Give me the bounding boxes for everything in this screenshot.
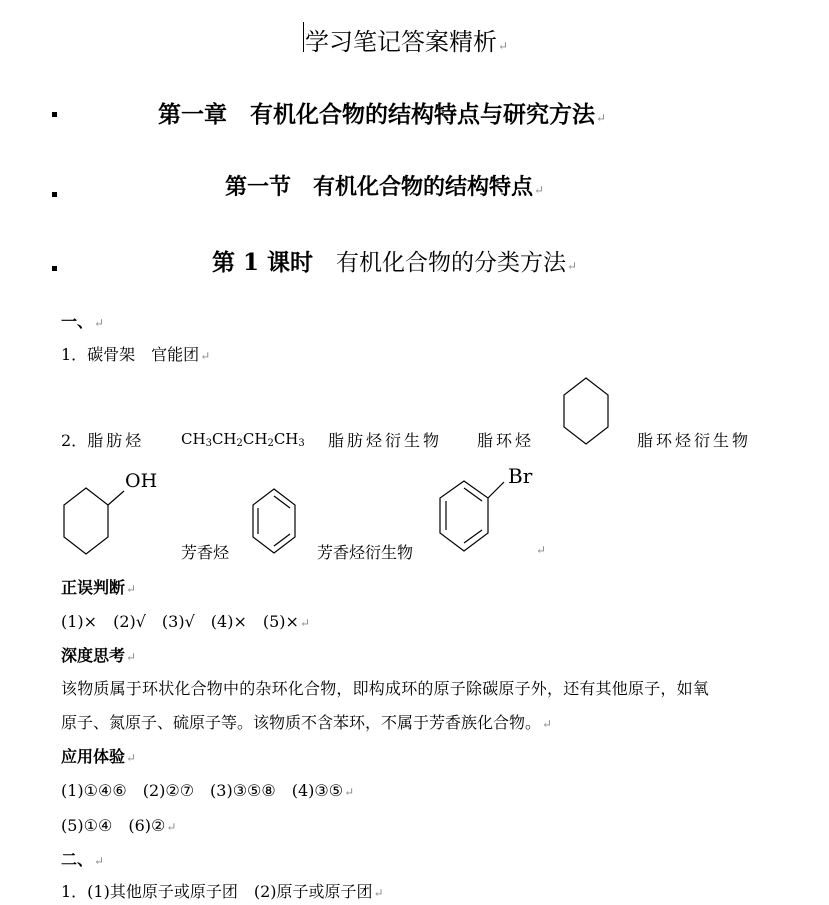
application-answers-1: (1)①④⑥ (2)②⑦ (3)③⑤⑧ (4)③⑤↵	[61, 781, 355, 800]
hydroxyl-label: OH	[125, 470, 158, 492]
alicyclic-label: 脂环烃	[477, 431, 535, 450]
document-title: 学习笔记答案精析↵	[305, 28, 509, 56]
alicyclic-derivative-label: 脂环烃衍生物	[637, 431, 752, 450]
chapter-heading: 第一章 有机化合物的结构特点与研究方法↵	[158, 101, 607, 128]
cyclohexanol-structure	[62, 486, 122, 558]
deep-thinking-line-1: 该物质属于环状化合物中的杂环化合物，即构成环的原子除碳原子外，还有其他原子，如氧	[61, 679, 710, 698]
aromatic-hydrocarbon-label: 芳香烃	[181, 543, 230, 562]
judge-answers: (1)× (2)√ (3)√ (4)× (5)×↵	[61, 612, 310, 631]
judge-heading: 正误判断↵	[61, 578, 137, 597]
aliphatic-derivative-label: 脂肪烃衍生物	[328, 431, 443, 450]
answer-item-1: 1．碳骨架 官能团↵	[61, 345, 211, 364]
paragraph-bullet	[52, 192, 57, 197]
deep-thinking-heading: 深度思考↵	[61, 646, 137, 665]
deep-thinking-line-2: 原子、氮原子、硫原子等。该物质不含苯环，不属于芳香族化合物。↵	[61, 713, 553, 732]
answer-item-2: 2．脂肪烃	[61, 431, 145, 450]
paragraph-mark: ↵	[536, 543, 547, 557]
paragraph-bullet	[52, 266, 57, 271]
text-cursor	[303, 22, 304, 52]
benzene-structure	[252, 488, 298, 556]
part-one-label: 一、↵	[61, 312, 105, 331]
bromobenzene-structure	[438, 479, 498, 555]
bromo-label: Br	[508, 464, 533, 488]
paragraph-bullet	[52, 112, 57, 117]
application-answers-2: (5)①④ (6)②↵	[61, 816, 177, 835]
section-heading: 第一节 有机化合物的结构特点↵	[225, 174, 545, 200]
butane-formula: $CH_3CH_2CH_2CH_3$	[181, 430, 305, 449]
part-two-label: 二、↵	[61, 850, 105, 869]
application-heading: 应用体验↵	[61, 747, 137, 766]
part-two-item-1: 1．(1)其他原子或原子团 (2)原子或原子团↵	[61, 882, 384, 901]
cyclohexane-structure	[562, 377, 610, 447]
lesson-heading: 第 1 课时 有机化合物的分类方法↵	[212, 249, 578, 276]
aromatic-derivative-label: 芳香烃衍生物	[317, 543, 414, 562]
